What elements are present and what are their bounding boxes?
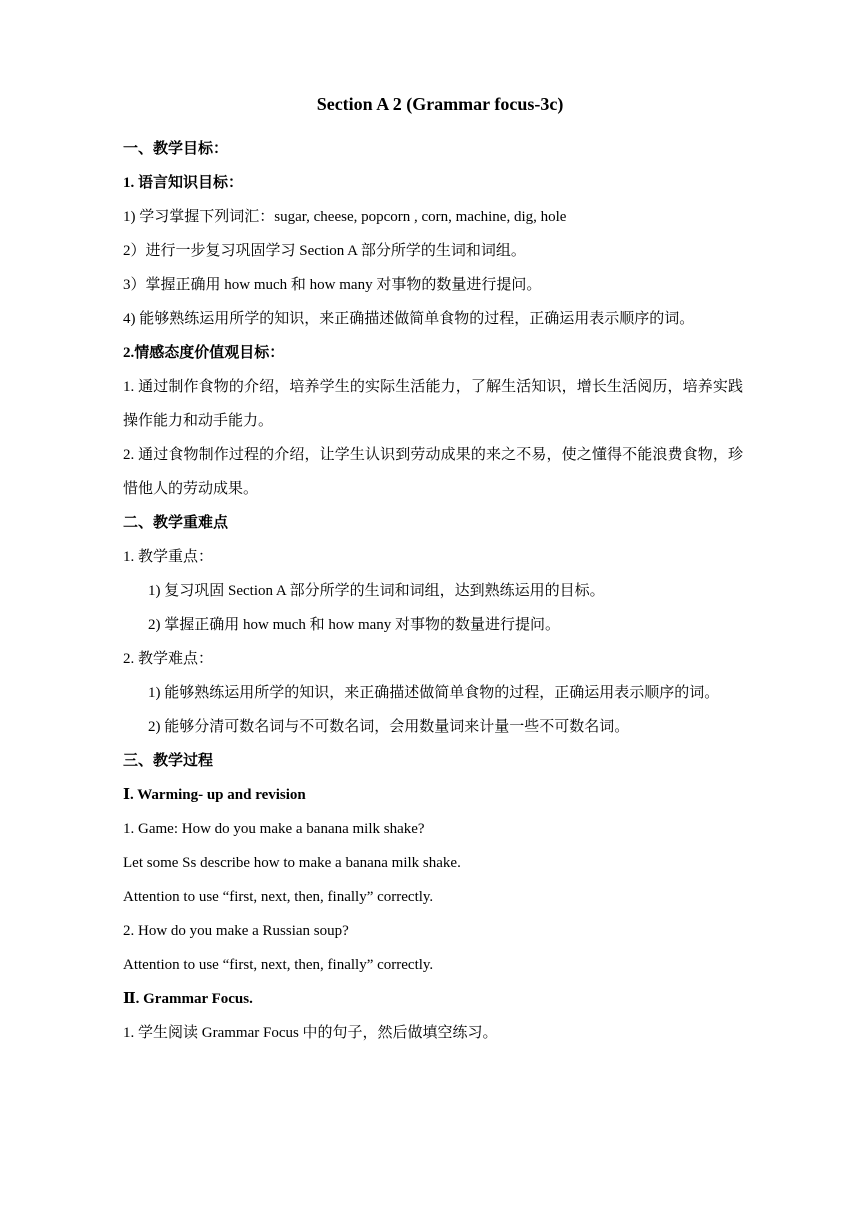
difficult-point-1 bbox=[123, 676, 743, 710]
section-warming-up: Ⅰ. Warming- up and revision bbox=[123, 787, 306, 803]
goal-item-2: 2）进行一步复习巩固学习 Section A 部分所学的生词和词组。 bbox=[123, 243, 526, 259]
section-grammar-focus: Ⅱ. Grammar Focus. bbox=[123, 991, 253, 1007]
document-body bbox=[123, 94, 743, 1050]
goal-item-4: 4) 能够熟练运用所学的知识，来正确描述做简单食物的过程，正确运用表示顺序的词。 bbox=[123, 311, 695, 327]
process-line-2: Let some Ss describe how to make a banana milk shake. bbox=[123, 855, 461, 871]
process-line-3: Attention to use “first, next, then, finally” correctly. bbox=[123, 889, 434, 905]
attitude-item-2: 2. 通过食物制作过程的介绍，让学生认识到劳动成果的来之不易，使之懂得不能浪费食物，珍惜他人的劳动成果。 bbox=[123, 447, 743, 497]
process-line-5: Attention to use “first, next, then, finally” correctly. bbox=[123, 957, 434, 973]
subheading-language-goals: 1. 语言知识目标： bbox=[123, 175, 244, 191]
goal-item-3: 3）掌握正确用 how much 和 how many 对事物的数量进行提问。 bbox=[123, 277, 542, 293]
heading-teaching-goals: 一、教学目标： bbox=[123, 141, 229, 157]
document-title: Section A 2 (Grammar focus-3c) bbox=[316, 94, 564, 114]
grammar-line-1: 1. 学生阅读 Grammar Focus 中的句子，然后做填空练习。 bbox=[123, 1025, 498, 1041]
heading-key-points: 二、教学重难点 bbox=[123, 515, 229, 531]
difficult-point-1-text: 1) 能够熟练运用所学的知识，来正确描述做简单食物的过程，正确运用表示顺序的词。 bbox=[148, 685, 720, 701]
key-point-1: 1) 复习巩固 Section A 部分所学的生词和词组，达到熟练运用的目标。 bbox=[148, 583, 605, 599]
difficult-points-label: 2. 教学难点： bbox=[123, 651, 214, 667]
process-line-1: 1. Game: How do you make a banana milk shake? bbox=[123, 821, 425, 837]
difficult-point-2: 2) 能够分清可数名词与不可数名词，会用数量词来计量一些不可数名词。 bbox=[148, 719, 630, 735]
subheading-attitude-goals: 2.情感态度价值观目标： bbox=[123, 345, 285, 361]
goal-item-1: 1) 学习掌握下列词汇：sugar, cheese, popcorn , corn, machine, dig, hole bbox=[123, 209, 567, 225]
key-point-2: 2) 掌握正确用 how much 和 how many 对事物的数量进行提问。 bbox=[148, 617, 561, 633]
attitude-item-1: 1. 通过制作食物的介绍，培养学生的实际生活能力，了解生活知识，增长生活阅历，培养实践操作能力和动手能力。 bbox=[123, 379, 743, 429]
heading-teaching-process: 三、教学过程 bbox=[123, 753, 214, 769]
process-line-4: 2. How do you make a Russian soup? bbox=[123, 923, 349, 939]
key-points-label: 1. 教学重点： bbox=[123, 549, 214, 565]
